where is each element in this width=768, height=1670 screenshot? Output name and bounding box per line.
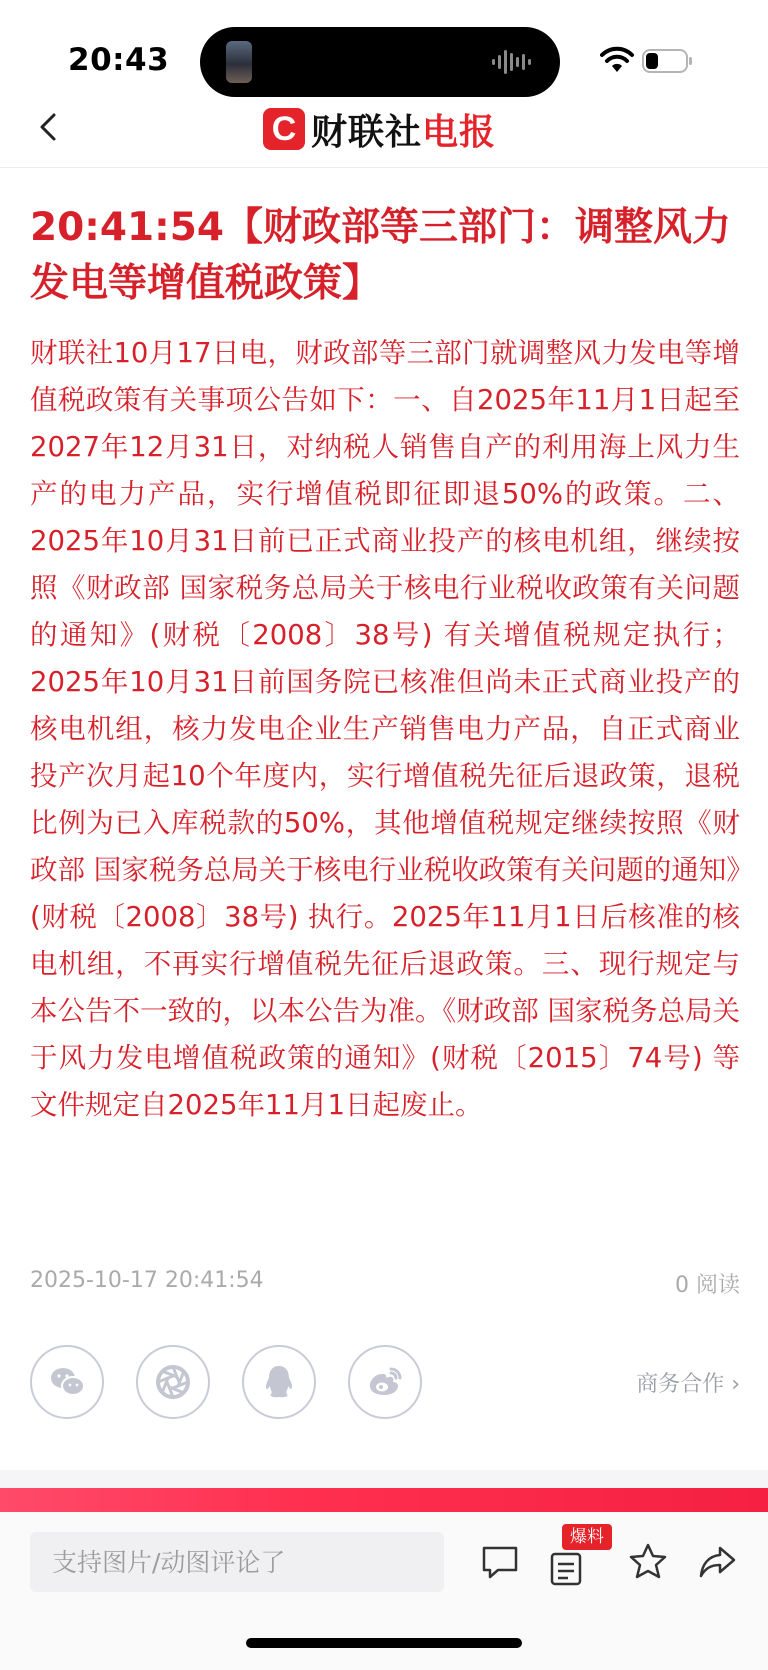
- weibo-icon: [365, 1362, 405, 1402]
- article-body: 财联社10月17日电，财政部等三部门就调整风力发电等增值税政策有关事项公告如下：一、自2025年11月1日起至2027年12月31日，对纳税人销售自产的利用海上风力生产的电力产品，实行增值税即征即退50%的政策。二、2025年10月31日前已正式商业投产的核电机组，继续按照《财政部 国家税务总局关于核电行业税收政策有关问题的通知》(财税〔2008〕38号) 有关增值税规定执行；2025年10月31日前国务院已核准但尚未正式商业投产的核电机组，核力发电企业生产销售电力产品，自正式商业投产次月起10个年度内，实行增值税先征后退政策，退税比例为已入库税款的50%，其他增值税规定继续按照《财政部 国家税务总局关于核电行业税收政策有关问题的通知》(财税〔2008〕38号) 执行。2025年11月1日后核准的核电机组，不再实行增值税先征后退政策。三、现行规定与本公告不一致的，以本公告为准。《财政部 国家税务总局关于风力发电增值税政策的通知》(财税〔2015〕74号) 等文件规定自2025年11月1日起废止。: [30, 337, 740, 1121]
- wechat-icon: [47, 1362, 87, 1402]
- media-thumbnail: [226, 41, 252, 83]
- news-tip-icon[interactable]: [546, 1546, 590, 1590]
- comment-input[interactable]: [30, 1532, 444, 1592]
- moments-icon: [153, 1362, 193, 1402]
- battery-icon: [642, 48, 694, 74]
- read-count: 0 阅读: [675, 1273, 740, 1298]
- article-meta: [30, 1268, 740, 1300]
- qq-icon: [259, 1362, 299, 1402]
- back-arrow-icon[interactable]: [30, 107, 70, 147]
- share-row: [30, 1345, 740, 1425]
- logo-text-telegraph: 电报: [422, 111, 497, 153]
- article-title: 20:41:54【财政部等三部门：调整风力发电等增值税政策】: [30, 205, 732, 306]
- business-cooperation-link[interactable]: 商务合作 ›: [636, 1372, 740, 1397]
- share-wechat-button[interactable]: [30, 1345, 104, 1419]
- audio-wave-icon: [490, 47, 534, 77]
- logo-mark: C: [263, 108, 305, 150]
- app-logo: [263, 103, 496, 155]
- home-indicator: [246, 1638, 522, 1648]
- share-icon[interactable]: [696, 1540, 740, 1584]
- star-icon[interactable]: [626, 1540, 670, 1584]
- nav-bar: [0, 95, 768, 168]
- promo-banner[interactable]: [0, 1488, 768, 1512]
- wifi-icon: [600, 46, 634, 74]
- comment-icon[interactable]: [478, 1540, 522, 1584]
- status-time: 20:43: [68, 42, 170, 78]
- share-qq-button[interactable]: [242, 1345, 316, 1419]
- logo-text-brand: 财联社: [311, 111, 423, 153]
- share-moments-button[interactable]: [136, 1345, 210, 1419]
- status-bar: [0, 0, 768, 95]
- dynamic-island: [200, 27, 560, 97]
- publish-datetime: 2025-10-17 20:41:54: [30, 1268, 264, 1293]
- tip-badge[interactable]: 爆料: [562, 1524, 612, 1550]
- share-weibo-button[interactable]: [348, 1345, 422, 1419]
- article: [30, 200, 740, 1129]
- section-divider: [0, 1470, 768, 1488]
